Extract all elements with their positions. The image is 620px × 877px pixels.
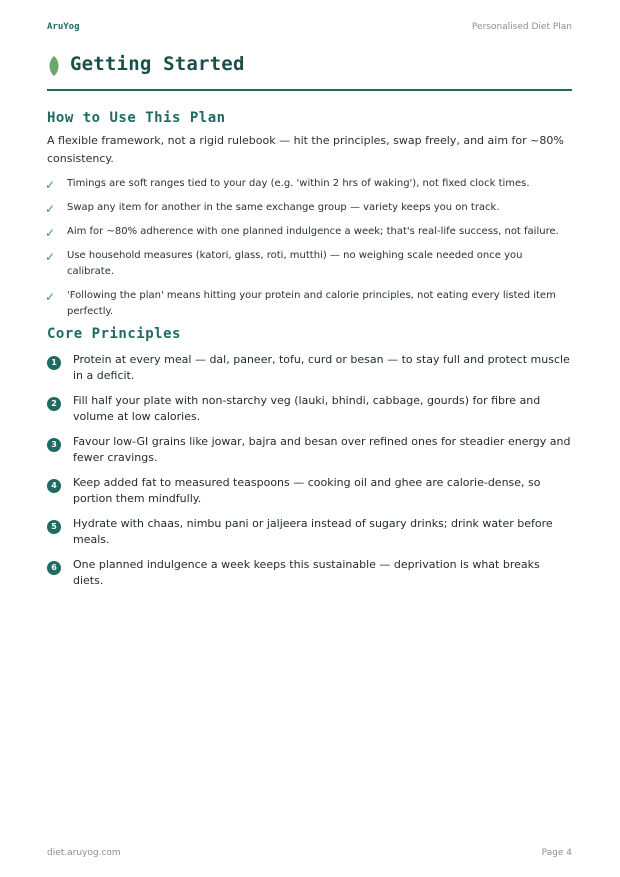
leaf-icon xyxy=(47,55,61,77)
number-badge: 1 xyxy=(47,356,61,370)
document-title: Personalised Diet Plan xyxy=(471,22,572,32)
principle-item: 4 Keep added fat to measured teaspoons — cooking oil and ghee are calorie-dense, so portion them mindfully. xyxy=(47,475,572,507)
page-header xyxy=(47,22,572,36)
list-item: ✓ Aim for ~80% adherence with one planned indulgence a week; that's real-life success, not failure. xyxy=(45,226,559,240)
how-to-intro: A flexible framework, not a rigid rulebook — hit the principles, swap freely, and aim for ~80% consistency. xyxy=(47,134,564,165)
principle-item: 1 Protein at every meal — dal, paneer, tofu, curd or besan — to stay full and protect muscle in a deficit. xyxy=(47,352,572,384)
principle-item: 3 Favour low-GI grains like jowar, bajra and besan over refined ones for steadier energy and fewer cravings. xyxy=(47,434,572,466)
footer-site: diet.aruyog.com xyxy=(47,848,121,858)
number-badge: 6 xyxy=(47,561,61,575)
number-badge: 4 xyxy=(47,479,61,493)
brand-name: AruYog xyxy=(47,22,80,32)
number-badge: 5 xyxy=(47,520,61,534)
how-to-heading: How to Use This Plan xyxy=(47,110,226,126)
number-badge: 3 xyxy=(47,438,61,452)
principle-item: 2 Fill half your plate with non-starchy veg (lauki, bhindi, cabbage, gourds) for fibre and volume at low calories. xyxy=(47,393,572,425)
title-divider xyxy=(47,89,572,91)
principle-item: 6 One planned indulgence a week keeps this sustainable — deprivation is what breaks diets. xyxy=(47,557,572,589)
number-badge: 2 xyxy=(47,397,61,411)
title-row xyxy=(47,53,572,79)
check-icon: ✓ xyxy=(45,250,56,264)
list-item: ✓ 'Following the plan' means hitting your protein and calorie principles, not eating every listed item perfectly. xyxy=(45,290,556,317)
check-icon: ✓ xyxy=(45,226,56,240)
how-to-list xyxy=(47,176,572,328)
page-title: Getting Started xyxy=(70,53,245,75)
list-item: ✓ Timings are soft ranges tied to your day (e.g. 'within 2 hrs of waking'), not fixed clock times. xyxy=(45,178,530,192)
page-number: Page 4 xyxy=(541,848,572,858)
core-principles-heading: Core Principles xyxy=(47,326,181,342)
page-footer xyxy=(47,848,572,860)
list-item: ✓ Use household measures (katori, glass, roti, mutthi) — no weighing scale needed once you calibrate. xyxy=(45,250,523,277)
core-principles-list xyxy=(47,352,572,598)
document-page xyxy=(47,0,572,877)
principle-item: 5 Hydrate with chaas, nimbu pani or jaljeera instead of sugary drinks; drink water before meals. xyxy=(47,516,572,548)
check-icon: ✓ xyxy=(45,178,56,192)
check-icon: ✓ xyxy=(45,290,56,304)
list-item: ✓ Swap any item for another in the same exchange group — variety keeps you on track. xyxy=(45,202,500,216)
check-icon: ✓ xyxy=(45,202,56,216)
